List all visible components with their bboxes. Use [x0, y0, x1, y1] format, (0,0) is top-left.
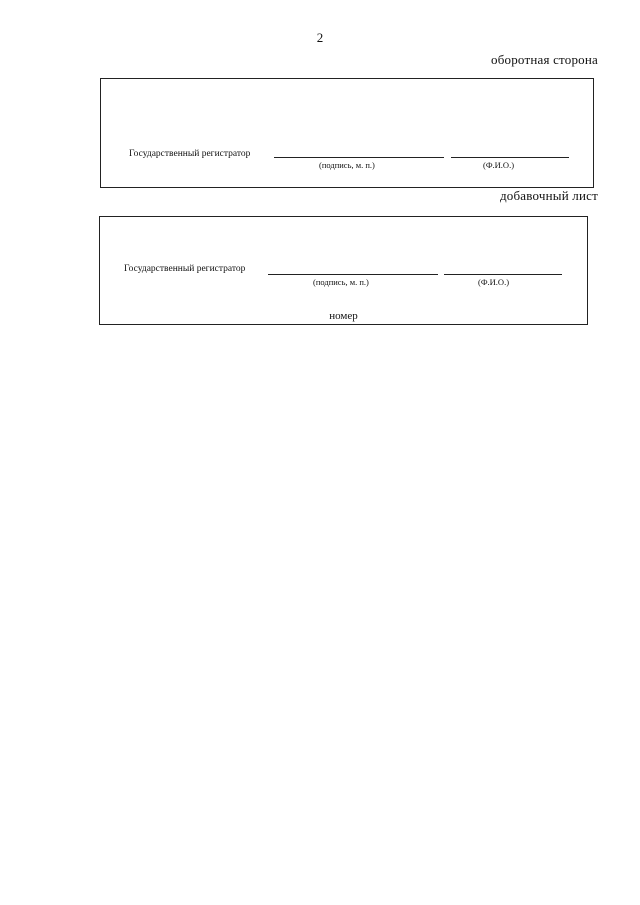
page-number: 2	[316, 30, 324, 45]
fio-hint: (Ф.И.О.)	[483, 160, 515, 170]
fio-line	[451, 157, 569, 158]
signature-hint: (подпись, м. п.)	[313, 277, 369, 287]
registrar-row	[124, 264, 245, 274]
signature-line	[268, 274, 438, 275]
fio-hint: (Ф.И.О.)	[478, 277, 510, 287]
reverse-side-form-box	[100, 78, 594, 188]
reverse-side-caption: оборотная сторона	[491, 52, 598, 67]
signature-hint: (подпись, м. п.)	[319, 160, 375, 170]
registrar-label: Государственный регистратор	[124, 264, 246, 274]
additional-sheet-caption: добавочный лист	[499, 188, 598, 203]
fio-line	[444, 274, 562, 275]
registrar-label: Государственный регистратор	[129, 149, 251, 159]
additional-sheet-form-box	[99, 216, 588, 325]
signature-line	[274, 157, 444, 158]
number-label: номер	[329, 310, 358, 322]
registrar-row	[129, 149, 250, 159]
